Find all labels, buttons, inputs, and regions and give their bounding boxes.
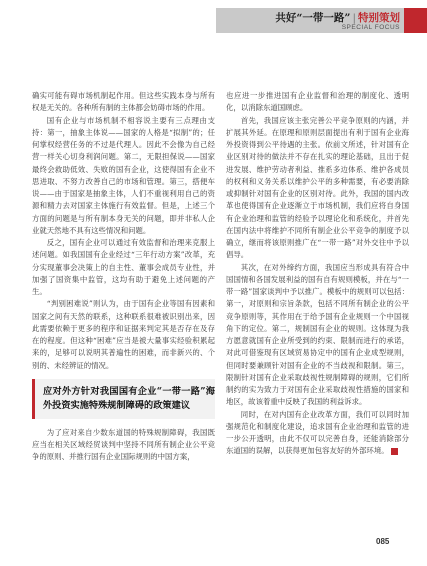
- right-column: [226, 90, 409, 458]
- end-mark-icon: [391, 448, 398, 455]
- section-title-category: 特别策划: [358, 12, 400, 24]
- paragraph: 为了应对来自少数东道国的特殊规制障碍，我国既应当在相关区域经贸谈判中坚持不同所有制企业公平竞争的原则、并推行国有企业国际规则的中国方案，: [32, 427, 215, 462]
- section-heading: 应对外方针对我国国有企业“一带一路”海外投资实施特殊规制障碍的政策建议: [32, 379, 215, 419]
- page-number: 085: [376, 537, 390, 546]
- paragraph-text: 同时，在对内国有企业改革方面，我们可以同时加强规范化和制度化建设，追求国有企业治理和监管的进一步公开透明，由此不仅可以完善自身，还能消除部分东道国的误解，以获得更加包容友好的外部环境。: [226, 409, 409, 456]
- section-title: [228, 10, 400, 25]
- paragraph: 确实可能有碍市场机制起作用。但这些实践本身与所有权是无关的。各种所有制的主体都会妨碍市场的作用。: [32, 91, 215, 113]
- paragraph: 国有企业与市场机制不相容说主要有三点理由支持：第一，抽象主体说——国家的人格是“拟制”的；任何掌权经营任务的不过是代理人。因此不会像为自己经营一样关心切身利润问题。第二，无限担保说——国家最终会救助低效、失败的国有企业，这使得国有企业不思进取、不努力改善自己的市场和管理。第三，搭便车说——由于国家是抽象主体，人们不重视利用自己的资源和精力去对国家主体施行有效监督。但是，上述三个方面的问题是与所有制本身无关的问题，即并非私人企业就天然地不具有这些情况和问题。: [32, 115, 215, 235]
- header-accent-bar: [404, 8, 427, 33]
- section-title-main: 共好“一带一路”: [275, 12, 351, 24]
- paragraph: “判别困难说”则认为，由于国有企业等国有因素和国家之间有天然的联系，这种联系很难被识别出来，因此需要依赖于更多的程序和证据来判定其是否存在及存在的程度。但这种“困难”应当是被大量事实经验积累起来的，足够可以说明其普遍性的困难，而非新兴的、个别的、未经辨证的情况。: [32, 299, 215, 370]
- paragraph: 首先，我国应该主张完善公平竞争原则的内涵，并扩展其外延。在原理和原则层面提出有利于国有企业海外投资得到公平待遇的主张。依前文所述，针对国有企业区别对待的做法并不存在扎实的理论基础，且出于促进发展、维护劳动者利益、推系多边体系、维护各成员的权利和义务关系以维护公平的多种需要，有必要消除或抑制针对国有企业的区别对待。此外，我国的国内改革也使得国有企业逐渐立于市场机制，我们应将自身国有企业治理和监管的经验予以理论化和系统化，并首先在国内法中将维护不同所有制企业公平竞争的制度予以确立，继而将该原则推广在“一带一路”对外交往中予以倡导。: [226, 115, 409, 260]
- section-subtitle: SPECIAL FOCUS: [341, 24, 400, 31]
- paragraph: 也应进一步推进国有企业监督和治理的制度化、透明化，以消除东道国顾虑。: [226, 91, 409, 113]
- paragraph: 其次，在对外缔约方面，我国应当形成具有符合中国国情和各国发展利益的国有自有规则模板，并在与“一带一路”国家谈判中予以推广。模板中的规则可以包括：第一，对原则和宗旨条款，包括不同所有制企业的公平竞争原则等，其作用在于给予国有企业规则一个中国视角下的定位。第二，规制国有企业的规则。这体现为我方愿意就国有企业所受到的约束、限制而进行的承诺，对此可借鉴现有区域贸易协定中的国有企业成型规则，但同时要兼顾针对国有企业的不当歧视和限制。第三，限制针对国有企业采取歧视性规制障碍的规则，它们所制约的实为致力于对国有企业采取歧视性措施的国家和地区，故该着重中反映了我国的利益诉求。: [226, 262, 409, 407]
- section-title-separator: |: [352, 12, 356, 24]
- left-column: [32, 90, 215, 464]
- paragraph-last: [226, 409, 409, 458]
- paragraph: 反之，国有企业可以通过有效监督和治理来克服上述问题。如我国国有企业经过“三年行动方案”改革，充分实现董事会决策上的自主性、董事会成员专业性，并加强了国资集中监管，这均有助于避免上述问题的产生。: [32, 238, 215, 296]
